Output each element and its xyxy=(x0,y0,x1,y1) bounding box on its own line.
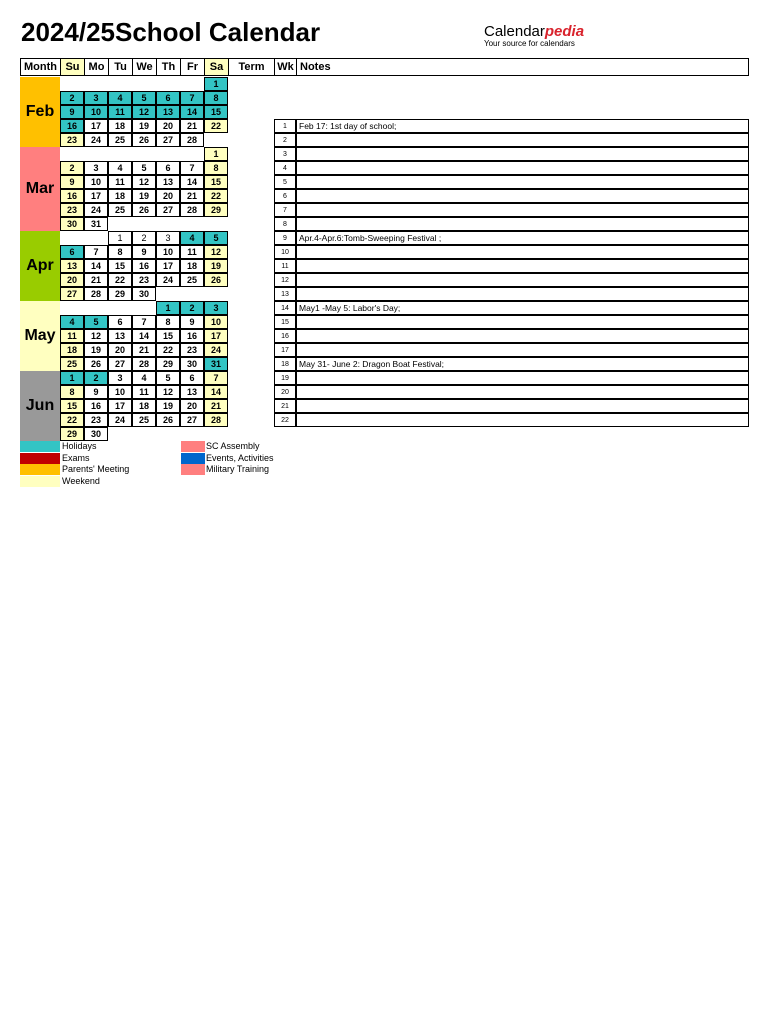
day-cell: 5 xyxy=(204,231,228,245)
note-row xyxy=(296,217,749,231)
week-number: 8 xyxy=(274,217,296,231)
day-cell: 9 xyxy=(180,315,204,329)
day-cell: 27 xyxy=(156,133,180,147)
col-header-we: We xyxy=(132,58,157,76)
day-cell: 18 xyxy=(180,259,204,273)
day-cell: 8 xyxy=(204,161,228,175)
day-cell: 28 xyxy=(204,413,228,427)
day-cell: 4 xyxy=(108,161,132,175)
week-number: 20 xyxy=(274,385,296,399)
day-cell: 6 xyxy=(156,91,180,105)
week-number: 7 xyxy=(274,203,296,217)
week-number: 18 xyxy=(274,357,296,371)
note-row xyxy=(296,329,749,343)
day-cell: 26 xyxy=(84,357,108,371)
note-row xyxy=(296,399,749,413)
day-cell: 31 xyxy=(84,217,108,231)
note-row: Apr.4-Apr.6:Tomb-Sweeping Festival ; xyxy=(296,231,749,245)
day-cell: 25 xyxy=(132,413,156,427)
day-cell: 27 xyxy=(156,203,180,217)
day-cell: 30 xyxy=(60,217,84,231)
day-cell: 7 xyxy=(84,245,108,259)
day-cell: 10 xyxy=(204,315,228,329)
note-row xyxy=(296,245,749,259)
day-cell: 26 xyxy=(156,413,180,427)
day-cell: 10 xyxy=(156,245,180,259)
note-row xyxy=(296,413,749,427)
day-cell: 2 xyxy=(132,231,156,245)
legend-label: Military Training xyxy=(206,464,270,474)
day-cell: 14 xyxy=(204,385,228,399)
col-header-sa: Sa xyxy=(204,58,229,76)
legend-swatch xyxy=(20,464,60,475)
day-cell: 2 xyxy=(84,371,108,385)
legend-label: Events, Activities xyxy=(206,452,274,463)
day-cell: 13 xyxy=(60,259,84,273)
day-cell: 27 xyxy=(180,413,204,427)
legend-label: Holidays xyxy=(62,441,97,451)
week-number: 15 xyxy=(274,315,296,329)
week-number: 16 xyxy=(274,329,296,343)
legend-label: Parents' Meeting xyxy=(62,464,130,474)
day-cell: 19 xyxy=(84,343,108,357)
day-cell: 1 xyxy=(156,301,180,315)
day-cell: 20 xyxy=(180,399,204,413)
day-cell: 15 xyxy=(60,399,84,413)
day-cell: 29 xyxy=(108,287,132,301)
col-header-wk: Wk xyxy=(274,58,297,76)
day-cell: 22 xyxy=(60,413,84,427)
day-cell: 7 xyxy=(204,371,228,385)
day-cell: 4 xyxy=(108,91,132,105)
note-row xyxy=(296,133,749,147)
day-cell: 20 xyxy=(60,273,84,287)
day-cell: 20 xyxy=(156,119,180,133)
week-number: 21 xyxy=(274,399,296,413)
day-cell: 11 xyxy=(60,329,84,343)
note-row xyxy=(296,385,749,399)
day-cell: 8 xyxy=(60,385,84,399)
col-header-su: Su xyxy=(60,58,85,76)
col-header-tu: Tu xyxy=(108,58,133,76)
day-cell: 19 xyxy=(132,119,156,133)
day-cell: 19 xyxy=(132,189,156,203)
day-cell: 20 xyxy=(156,189,180,203)
day-cell: 12 xyxy=(132,105,156,119)
day-cell: 26 xyxy=(132,133,156,147)
logo-name-plain: Calendar xyxy=(484,23,545,40)
note-row xyxy=(296,315,749,329)
day-cell: 30 xyxy=(84,427,108,441)
note-row xyxy=(296,371,749,385)
day-cell: 4 xyxy=(180,231,204,245)
day-cell: 29 xyxy=(204,203,228,217)
day-cell: 7 xyxy=(132,315,156,329)
day-cell: 21 xyxy=(84,273,108,287)
day-cell: 14 xyxy=(180,105,204,119)
day-cell: 15 xyxy=(204,105,228,119)
calendarpedia-logo[interactable] xyxy=(484,24,584,48)
day-cell: 16 xyxy=(60,189,84,203)
day-cell: 14 xyxy=(180,175,204,189)
month-label-mar: Mar xyxy=(20,147,60,231)
day-cell: 6 xyxy=(108,315,132,329)
note-row: May 31- June 2: Dragon Boat Festival; xyxy=(296,357,749,371)
day-cell: 18 xyxy=(132,399,156,413)
day-cell: 24 xyxy=(156,273,180,287)
day-cell: 3 xyxy=(84,161,108,175)
note-row xyxy=(296,189,749,203)
day-cell: 23 xyxy=(60,133,84,147)
legend-swatch xyxy=(20,441,60,452)
day-cell: 12 xyxy=(204,245,228,259)
day-cell: 28 xyxy=(132,357,156,371)
day-cell: 13 xyxy=(156,105,180,119)
day-cell: 31 xyxy=(204,357,228,371)
day-cell: 14 xyxy=(84,259,108,273)
day-cell: 22 xyxy=(204,189,228,203)
week-number: 10 xyxy=(274,245,296,259)
day-cell: 18 xyxy=(60,343,84,357)
day-cell: 21 xyxy=(204,399,228,413)
week-number: 3 xyxy=(274,147,296,161)
day-cell: 9 xyxy=(60,105,84,119)
col-header-mo: Mo xyxy=(84,58,109,76)
day-cell: 12 xyxy=(132,175,156,189)
day-cell: 13 xyxy=(180,385,204,399)
day-cell: 16 xyxy=(132,259,156,273)
week-number: 2 xyxy=(274,133,296,147)
day-cell: 5 xyxy=(132,161,156,175)
day-cell: 1 xyxy=(60,371,84,385)
week-number: 5 xyxy=(274,175,296,189)
day-cell: 8 xyxy=(156,315,180,329)
day-cell: 14 xyxy=(132,329,156,343)
day-cell: 1 xyxy=(204,77,228,91)
day-cell: 27 xyxy=(108,357,132,371)
day-cell: 24 xyxy=(84,203,108,217)
day-cell: 21 xyxy=(132,343,156,357)
col-header-term: Term xyxy=(228,58,275,76)
day-cell: 6 xyxy=(60,245,84,259)
week-number: 19 xyxy=(274,371,296,385)
day-cell: 22 xyxy=(156,343,180,357)
day-cell: 12 xyxy=(84,329,108,343)
day-cell: 2 xyxy=(60,161,84,175)
legend-swatch xyxy=(181,464,205,475)
note-row xyxy=(296,147,749,161)
day-cell: 25 xyxy=(108,133,132,147)
day-cell: 7 xyxy=(180,161,204,175)
day-cell: 29 xyxy=(156,357,180,371)
day-cell: 10 xyxy=(84,105,108,119)
day-cell: 17 xyxy=(108,399,132,413)
day-cell: 11 xyxy=(180,245,204,259)
day-cell: 26 xyxy=(132,203,156,217)
day-cell: 16 xyxy=(180,329,204,343)
note-row xyxy=(296,203,749,217)
day-cell: 3 xyxy=(108,371,132,385)
day-cell: 17 xyxy=(84,189,108,203)
day-cell: 6 xyxy=(180,371,204,385)
day-cell: 22 xyxy=(204,119,228,133)
legend-label: Weekend xyxy=(62,475,100,486)
week-number: 14 xyxy=(274,301,296,315)
note-row xyxy=(296,161,749,175)
col-header-month: Month xyxy=(20,58,61,76)
day-cell: 15 xyxy=(108,259,132,273)
day-cell: 16 xyxy=(60,119,84,133)
day-cell: 4 xyxy=(60,315,84,329)
day-cell: 8 xyxy=(108,245,132,259)
day-cell: 28 xyxy=(180,203,204,217)
week-number: 11 xyxy=(274,259,296,273)
day-cell: 6 xyxy=(156,161,180,175)
legend-swatch xyxy=(20,476,60,487)
legend-label: SC Assembly xyxy=(206,441,260,451)
day-cell: 10 xyxy=(108,385,132,399)
day-cell: 16 xyxy=(84,399,108,413)
week-number: 17 xyxy=(274,343,296,357)
col-header-th: Th xyxy=(156,58,181,76)
day-cell: 3 xyxy=(84,91,108,105)
month-label-apr: Apr xyxy=(20,231,60,301)
page-title: 2024/25School Calendar xyxy=(21,17,321,47)
day-cell: 2 xyxy=(60,91,84,105)
note-row: May1 -May 5: Labor's Day; xyxy=(296,301,749,315)
day-cell: 23 xyxy=(60,203,84,217)
day-cell: 15 xyxy=(156,329,180,343)
day-cell: 24 xyxy=(108,413,132,427)
day-cell: 20 xyxy=(108,343,132,357)
day-cell: 10 xyxy=(84,175,108,189)
day-cell: 1 xyxy=(108,231,132,245)
day-cell: 30 xyxy=(132,287,156,301)
day-cell: 22 xyxy=(108,273,132,287)
note-row xyxy=(296,287,749,301)
day-cell: 29 xyxy=(60,427,84,441)
week-number: 9 xyxy=(274,231,296,245)
week-number: 1 xyxy=(274,119,296,133)
note-row xyxy=(296,259,749,273)
legend-swatch xyxy=(181,441,205,452)
logo-name xyxy=(484,24,584,39)
day-cell: 5 xyxy=(84,315,108,329)
note-row xyxy=(296,175,749,189)
note-row: Feb 17: 1st day of school; xyxy=(296,119,749,133)
month-label-feb: Feb xyxy=(20,77,60,147)
legend-swatch xyxy=(20,453,60,464)
day-cell: 28 xyxy=(84,287,108,301)
day-cell: 7 xyxy=(180,91,204,105)
day-cell: 18 xyxy=(108,189,132,203)
day-cell: 8 xyxy=(204,91,228,105)
day-cell: 2 xyxy=(180,301,204,315)
day-cell: 17 xyxy=(84,119,108,133)
logo-name-accent: pedia xyxy=(544,23,585,40)
day-cell: 5 xyxy=(156,371,180,385)
month-label-jun: Jun xyxy=(20,371,60,441)
day-cell: 17 xyxy=(204,329,228,343)
day-cell: 13 xyxy=(108,329,132,343)
day-cell: 1 xyxy=(204,147,228,161)
day-cell: 13 xyxy=(156,175,180,189)
day-cell: 17 xyxy=(156,259,180,273)
day-cell: 24 xyxy=(84,133,108,147)
day-cell: 24 xyxy=(204,343,228,357)
day-cell: 25 xyxy=(108,203,132,217)
day-cell: 23 xyxy=(84,413,108,427)
week-number: 4 xyxy=(274,161,296,175)
col-header-notes: Notes xyxy=(296,58,749,76)
week-number: 12 xyxy=(274,273,296,287)
day-cell: 21 xyxy=(180,119,204,133)
col-header-fr: Fr xyxy=(180,58,205,76)
day-cell: 21 xyxy=(180,189,204,203)
day-cell: 30 xyxy=(180,357,204,371)
day-cell: 23 xyxy=(180,343,204,357)
day-cell: 23 xyxy=(132,273,156,287)
logo-tagline: Your source for calendars xyxy=(484,39,575,48)
day-cell: 19 xyxy=(156,399,180,413)
day-cell: 9 xyxy=(84,385,108,399)
legend-label: Exams xyxy=(62,452,90,463)
day-cell: 11 xyxy=(108,175,132,189)
day-cell: 11 xyxy=(108,105,132,119)
day-cell: 3 xyxy=(156,231,180,245)
day-cell: 27 xyxy=(60,287,84,301)
day-cell: 28 xyxy=(180,133,204,147)
day-cell: 12 xyxy=(156,385,180,399)
day-cell: 26 xyxy=(204,273,228,287)
week-number: 6 xyxy=(274,189,296,203)
note-row xyxy=(296,343,749,357)
day-cell: 18 xyxy=(108,119,132,133)
note-row xyxy=(296,273,749,287)
day-cell: 25 xyxy=(60,357,84,371)
day-cell: 15 xyxy=(204,175,228,189)
day-cell: 3 xyxy=(204,301,228,315)
month-label-may: May xyxy=(20,301,60,371)
day-cell: 9 xyxy=(132,245,156,259)
week-number: 13 xyxy=(274,287,296,301)
day-cell: 5 xyxy=(132,91,156,105)
day-cell: 9 xyxy=(60,175,84,189)
legend-swatch xyxy=(181,453,205,464)
day-cell: 11 xyxy=(132,385,156,399)
day-cell: 19 xyxy=(204,259,228,273)
day-cell: 25 xyxy=(180,273,204,287)
day-cell: 4 xyxy=(132,371,156,385)
week-number: 22 xyxy=(274,413,296,427)
